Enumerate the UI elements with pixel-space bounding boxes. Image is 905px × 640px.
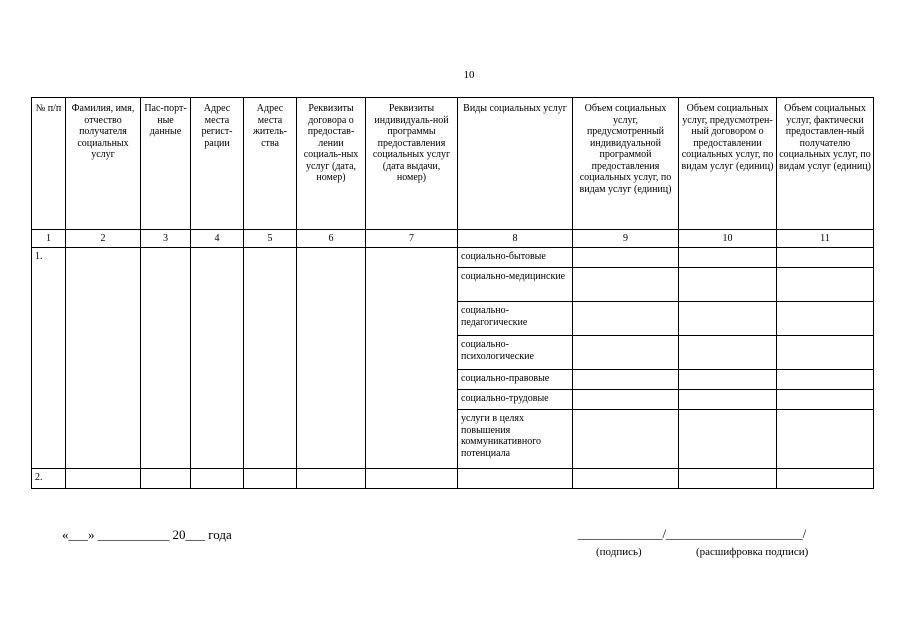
header-cell: Объем социальных услуг, фактически предоставлен-ный получателю социальных услуг, по видам услуг (единиц) — [777, 98, 874, 230]
service-type: социально-медицинские — [458, 268, 573, 302]
header-cell: Пас-порт-ные данные — [141, 98, 191, 230]
service-type: социально-правовые — [458, 370, 573, 390]
contract-details-cell[interactable] — [297, 469, 366, 489]
header-cell: Фамилия, имя, отчество получателя социальных услуг — [66, 98, 141, 230]
volume-program-cell[interactable] — [573, 469, 679, 489]
row-index: 1. — [32, 248, 66, 469]
volume-contract-cell[interactable] — [679, 336, 777, 370]
service-type: социально-бытовые — [458, 248, 573, 268]
row-index: 2. — [32, 469, 66, 489]
passport-cell[interactable] — [141, 469, 191, 489]
header-cell: Объем социальных услуг, предусмотренный индивидуальной программой предоставления социальных услуг, по видам услуг (единиц) — [573, 98, 679, 230]
column-number: 5 — [244, 230, 297, 248]
volume-contract-cell[interactable] — [679, 248, 777, 268]
signature-caption: (подпись) — [596, 546, 642, 558]
volume-program-cell[interactable] — [573, 302, 679, 336]
column-number: 3 — [141, 230, 191, 248]
column-number: 6 — [297, 230, 366, 248]
service-type: социально-педагогические — [458, 302, 573, 336]
header-cell: Реквизиты договора о предостав-лении социаль-ных услуг (дата, номер) — [297, 98, 366, 230]
service-type: социально-трудовые — [458, 390, 573, 410]
volume-actual-cell[interactable] — [777, 268, 874, 302]
header-cell: № п/п — [32, 98, 66, 230]
volume-contract-cell[interactable] — [679, 302, 777, 336]
registration-address-cell[interactable] — [191, 469, 244, 489]
table-row — [32, 248, 874, 268]
fio-cell[interactable] — [66, 248, 141, 469]
column-number: 11 — [777, 230, 874, 248]
table-row — [32, 469, 874, 489]
column-number: 4 — [191, 230, 244, 248]
volume-contract-cell[interactable] — [679, 469, 777, 489]
column-number-row — [32, 230, 874, 248]
service-type: социально-психологические — [458, 336, 573, 370]
volume-program-cell[interactable] — [573, 370, 679, 390]
header-row — [32, 98, 874, 230]
volume-actual-cell[interactable] — [777, 302, 874, 336]
header-cell: Адрес места житель-ства — [244, 98, 297, 230]
volume-actual-cell[interactable] — [777, 390, 874, 410]
fio-cell[interactable] — [66, 469, 141, 489]
volume-contract-cell[interactable] — [679, 370, 777, 390]
volume-program-cell[interactable] — [573, 390, 679, 410]
volume-program-cell[interactable] — [573, 410, 679, 469]
column-number: 2 — [66, 230, 141, 248]
header-cell: Объем социальных услуг, предусмотрен-ный договором о предоставлении социальных услуг, по видам услуг (единиц) — [679, 98, 777, 230]
header-cell: Адрес места регист-рации — [191, 98, 244, 230]
service-type: услуги в целях повышения коммуникативного потенциала — [458, 410, 573, 469]
volume-program-cell[interactable] — [573, 336, 679, 370]
program-details-cell[interactable] — [366, 248, 458, 469]
volume-program-cell[interactable] — [573, 248, 679, 268]
contract-details-cell[interactable] — [297, 248, 366, 469]
header-cell: Реквизиты индивидуаль-ной программы предоставления социальных услуг (дата выдачи, номер) — [366, 98, 458, 230]
volume-actual-cell[interactable] — [777, 410, 874, 469]
services-table — [31, 97, 874, 489]
signature-line: _____________/_____________________/ — [578, 526, 807, 541]
column-number: 8 — [458, 230, 573, 248]
volume-contract-cell[interactable] — [679, 268, 777, 302]
volume-contract-cell[interactable] — [679, 410, 777, 469]
volume-contract-cell[interactable] — [679, 390, 777, 410]
registration-address-cell[interactable] — [191, 248, 244, 469]
volume-actual-cell[interactable] — [777, 248, 874, 268]
volume-actual-cell[interactable] — [777, 370, 874, 390]
header-cell: Виды социальных услуг — [458, 98, 573, 230]
page-number: 10 — [463, 69, 475, 81]
program-details-cell[interactable] — [366, 469, 458, 489]
volume-program-cell[interactable] — [573, 268, 679, 302]
residence-address-cell[interactable] — [244, 469, 297, 489]
service-type-cell[interactable] — [458, 469, 573, 489]
residence-address-cell[interactable] — [244, 248, 297, 469]
volume-actual-cell[interactable] — [777, 469, 874, 489]
volume-actual-cell[interactable] — [777, 336, 874, 370]
column-number: 9 — [573, 230, 679, 248]
decode-caption: (расшифровка подписи) — [696, 546, 809, 558]
column-number: 7 — [366, 230, 458, 248]
date-line: «___» ___________ 20___ года — [62, 527, 232, 542]
passport-cell[interactable] — [141, 248, 191, 469]
column-number: 1 — [32, 230, 66, 248]
column-number: 10 — [679, 230, 777, 248]
